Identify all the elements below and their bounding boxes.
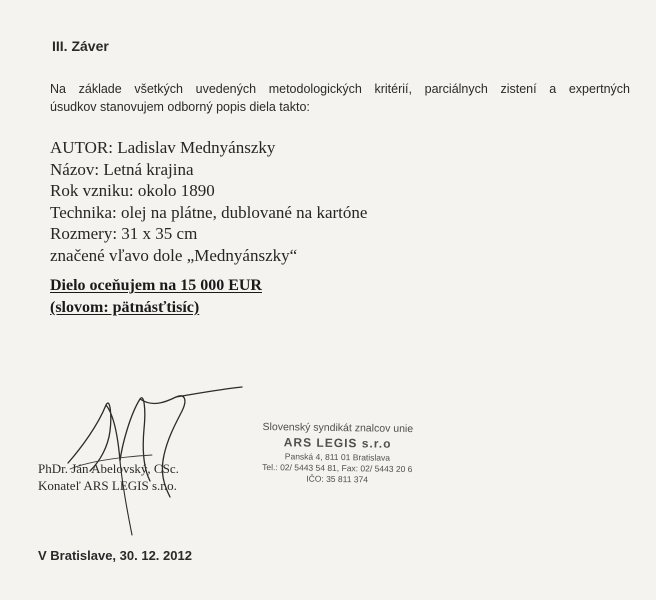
artwork-description [50,137,367,266]
signer-role: Konateľ ARS LEGIS s.r.o. [38,478,177,493]
signer-block [38,460,179,494]
company-stamp [250,421,426,486]
valuation-amount: Dielo oceňujem na 15 000 EUR [50,277,262,294]
place-and-date: V Bratislave, 30. 12. 2012 [38,548,192,563]
dimensions-line: Rozmery: 31 x 35 cm [50,224,198,243]
section-heading: III. Záver [52,38,109,54]
stamp-association: Slovenský syndikát znalcov unie [262,420,414,436]
intro-line: úsudkov stanovujem odborný popis diela takto: [50,100,310,114]
title-line: Názov: Letná krajina [50,159,194,179]
stamp-company-id: IČO: 35 811 374 [306,473,369,485]
technique-line: Technika: olej na plátne, dublované na kartóne [50,202,368,222]
valuation-in-words: (slovom: pätnásťtisíc) [50,299,200,316]
intro-paragraph [50,80,630,116]
year-line: Rok vzniku: okolo 1890 [50,181,215,200]
stamp-phone-fax: Tel.: 02/ 5443 54 81, Fax: 02/ 5443 20 6 [262,461,413,475]
author-line: AUTOR: Ladislav Mednyánszky [50,138,276,157]
signature-note-line: značené vľavo dole „Mednyánszky“ [50,245,298,265]
stamp-address: Panská 4, 811 01 Bratislava [284,451,391,463]
valuation-block [50,275,262,319]
stamp-company-name: ARS LEGIS s.r.o [283,435,392,451]
intro-line: Na základe všetkých uvedených metodologických kritérií, parciálnych zistení a expertných [50,82,630,96]
signer-name: PhDr. Ján Abelovský, CSc. [38,461,179,476]
